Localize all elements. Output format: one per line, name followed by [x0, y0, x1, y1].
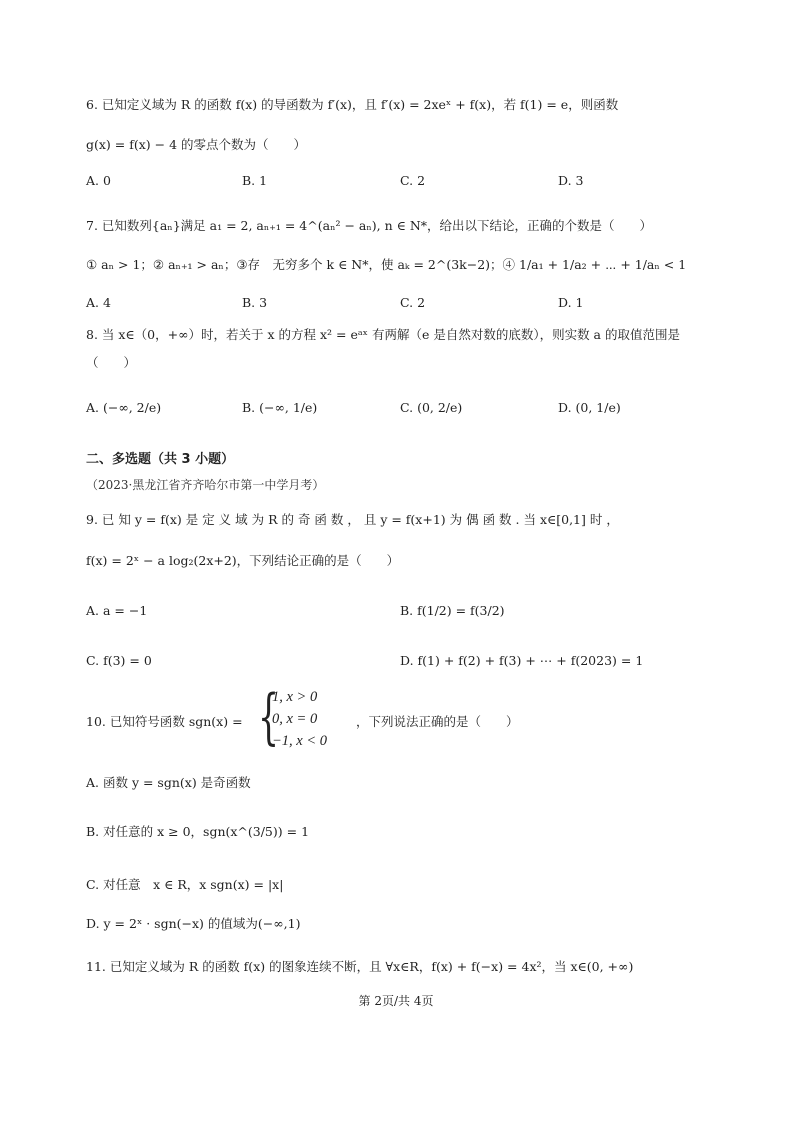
- q8-option-c: C. (0, 2/e): [400, 400, 463, 415]
- q8-line1: 8. 当 x∈（0，+∞）时，若关于 x 的方程 x² = eᵃˣ 有两解（e 是自然对数的底数），则实数 a 的取值范围是: [86, 327, 680, 342]
- section-heading: 二、多选题（共 3 小题）: [86, 452, 235, 467]
- q8-option-a: A. (−∞, 2/e): [86, 400, 162, 415]
- q10-option-a: A. 函数 y = sgn(x) 是奇函数: [86, 775, 251, 790]
- case-zero: 0, x = 0: [272, 711, 318, 727]
- case-positive: 1, x > 0: [272, 689, 318, 705]
- q6-option-b: B. 1: [242, 173, 268, 188]
- q9-line2: f(x) = 2ˣ − a log₂(2x+2)，下列结论正确的是（ ）: [86, 553, 400, 568]
- left-brace-icon: {: [258, 682, 280, 752]
- question-source: （2023·黑龙江省齐齐哈尔市第一中学月考）: [86, 478, 325, 492]
- q9-option-c: C. f(3) = 0: [86, 653, 152, 668]
- q7-option-a: A. 4: [86, 295, 111, 310]
- q10-option-d: D. y = 2ˣ · sgn(−x) 的值域为(−∞,1): [86, 916, 301, 931]
- q6-line2: g(x) = f(x) − 4 的零点个数为（ ）: [86, 137, 307, 152]
- q10-option-c: C. 对任意 x ∈ R，x sgn(x) = |x|: [86, 877, 284, 892]
- q9-option-d: D. f(1) + f(2) + f(3) + ⋯ + f(2023) = 1: [400, 653, 644, 668]
- q7-option-c: C. 2: [400, 295, 426, 310]
- q10-stem: 10. 已知符号函数 sgn(x) =: [86, 714, 243, 729]
- q6-option-d: D. 3: [558, 173, 584, 188]
- case-negative: −1, x < 0: [272, 733, 328, 749]
- q9-option-b: B. f(1/2) = f(3/2): [400, 603, 505, 618]
- q6-option-c: C. 2: [400, 173, 426, 188]
- q10-option-b: B. 对任意的 x ≥ 0，sgn(x^(3/5)) = 1: [86, 824, 310, 839]
- q8-line2: （ ）: [86, 355, 137, 370]
- q7-option-b: B. 3: [242, 295, 268, 310]
- q6-line1: 6. 已知定义域为 R 的函数 f(x) 的导函数为 f′(x)，且 f′(x) = 2xeˣ + f(x)，若 f(1) = e，则函数: [86, 97, 619, 112]
- q9-option-a: A. a = −1: [86, 603, 148, 618]
- q9-line1: 9. 已 知 y = f(x) 是 定 义 域 为 R 的 奇 函 数 ， 且 y = f(x+1) 为 偶 函 数 . 当 x∈[0,1] 时 ，: [86, 512, 619, 527]
- q11-line1: 11. 已知定义域为 R 的函数 f(x) 的图象连续不断，且 ∀x∈R，f(x) + f(−x) = 4x²，当 x∈(0, +∞): [86, 959, 634, 974]
- q8-option-d: D. (0, 1/e): [558, 400, 621, 415]
- q7-line1: 7. 已知数列{aₙ}满足 a₁ = 2, aₙ₊₁ = 4^(aₙ² − aₙ), n ∈ N*，给出以下结论，正确的个数是（ ）: [86, 218, 653, 233]
- q7-line2: ① aₙ > 1；② aₙ₊₁ > aₙ；③存 无穷多个 k ∈ N*，使 aₖ = 2^(3k−2)；④ 1/a₁ + 1/a₂ + ⋯ + 1/aₙ < 1: [86, 257, 687, 272]
- page-footer: 第 2页/共 4页: [358, 994, 434, 1008]
- q10-stem-tail: ，下列说法正确的是（ ）: [356, 714, 519, 729]
- q6-option-a: A. 0: [86, 173, 111, 188]
- q8-option-b: B. (−∞, 1/e): [242, 400, 318, 415]
- q7-option-d: D. 1: [558, 295, 584, 310]
